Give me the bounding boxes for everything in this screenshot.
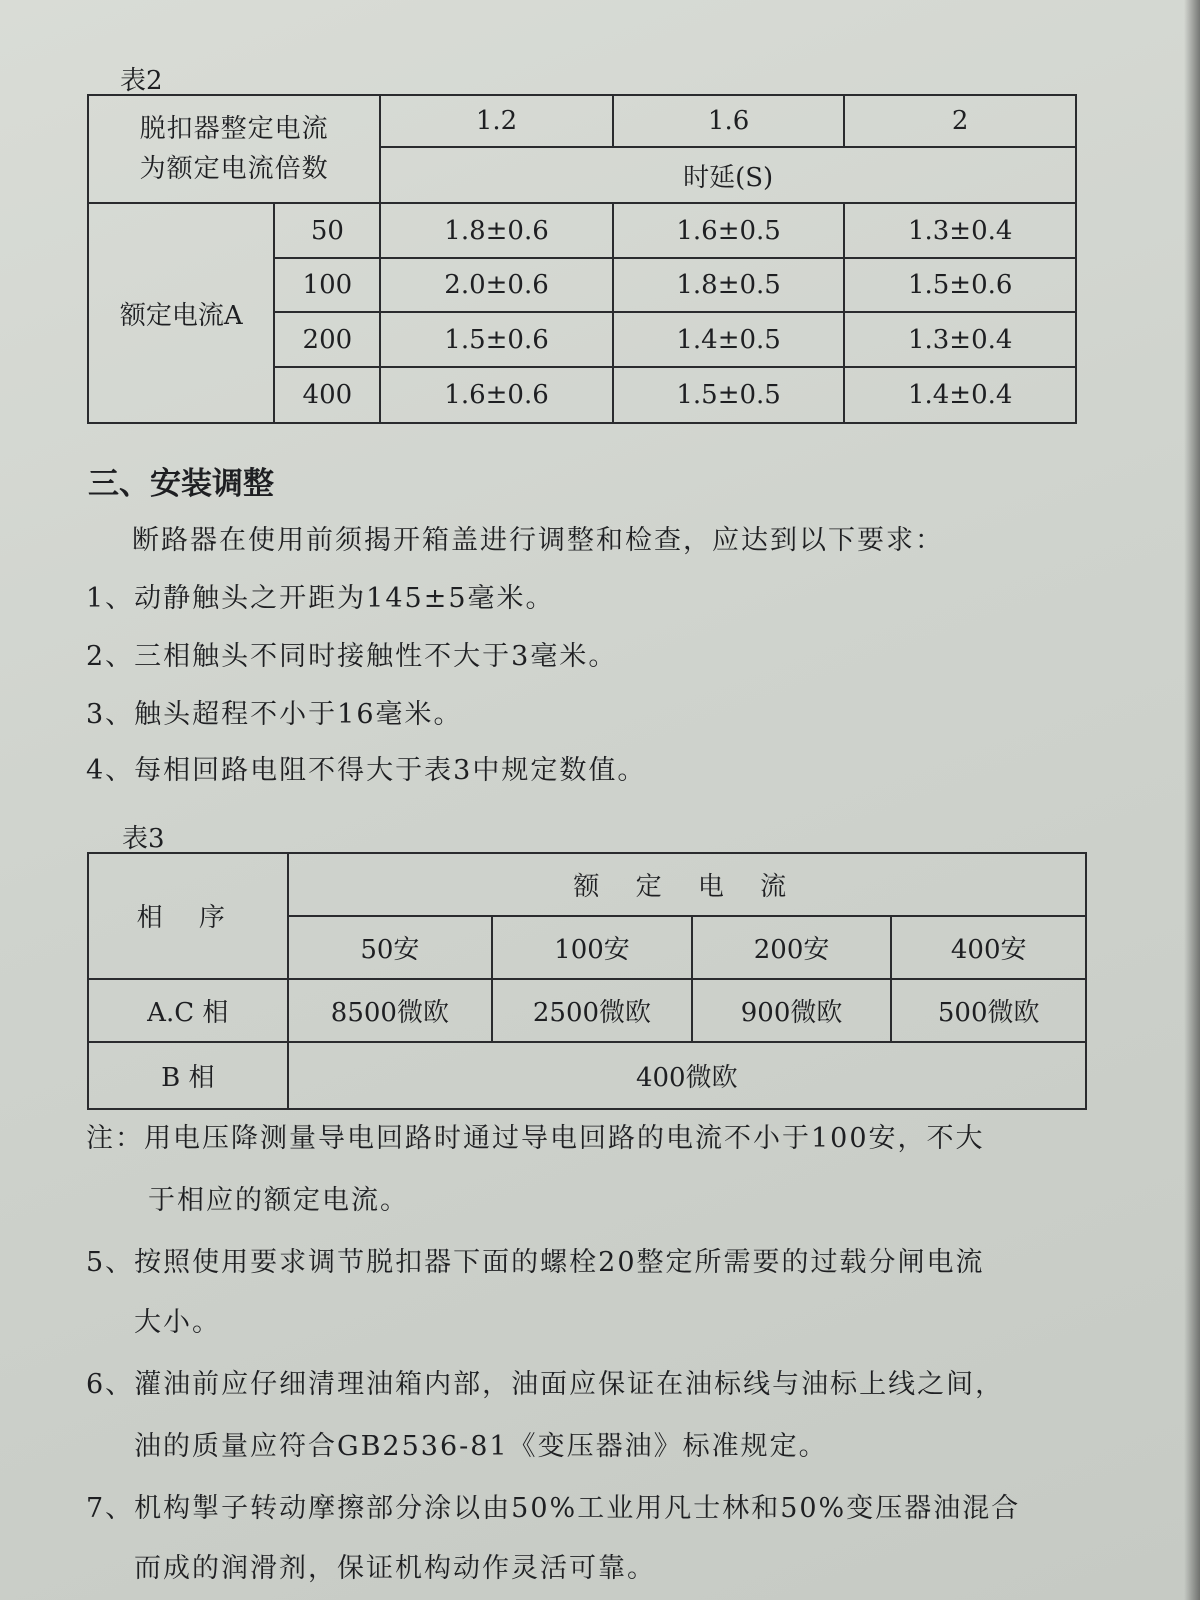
table2-cell: 1.6±0.6 [380,367,613,423]
table2-cell: 1.3±0.4 [844,312,1076,367]
table2-caption: 表2 [120,66,163,96]
table2-cell: 1.4±0.4 [844,367,1076,423]
table2-corner-line1: 脱扣器整定电流 [139,114,329,144]
table2 [87,94,1077,424]
table3-current-400: 400安 [891,916,1086,979]
table2-row-group-label: 额定电流A [88,203,274,423]
item6-line-2: 油的质量应符合GB2536-81《变压器油》标准规定。 [134,1431,828,1462]
section-heading: 三、安装调整 [88,466,274,502]
item7-line-1: 7、机构掣子转动摩擦部分涂以由50%工业用凡士林和50%变压器油混合 [86,1493,1021,1524]
table3-cell: 8500微欧 [288,979,493,1042]
table2-cell: 1.8±0.6 [380,203,613,258]
requirement-item-2: 2、三相触头不同时接触性不大于3毫米。 [86,641,618,672]
table3-cell: 900微欧 [692,979,892,1042]
table2-multiple-2: 1.6 [613,95,845,147]
section-intro: 断路器在使用前须揭开箱盖进行调整和检查，应达到以下要求： [132,525,944,556]
table2-delay-label: 时延(S) [380,147,1076,203]
table2-multiple-1: 1.2 [380,95,613,147]
table3-current-50: 50安 [288,916,493,979]
table3-ac-label: A.C 相 [88,979,288,1042]
table2-current-200: 200 [274,312,380,367]
table2-cell: 2.0±0.6 [380,258,613,312]
table2-multiple-3: 2 [844,95,1076,147]
table3-cell: 500微欧 [891,979,1086,1042]
table2-cell: 1.5±0.6 [380,312,613,367]
table2-cell: 1.5±0.5 [613,367,845,423]
table3-rated-header: 额 定 电 流 [288,853,1086,916]
table3-caption: 表3 [122,824,165,854]
item5-line-2: 大小。 [134,1307,221,1338]
table3-current-100: 100安 [492,916,692,979]
note-line-1: 注：用电压降测量导电回路时通过导电回路的电流不小于100安，不大 [86,1123,985,1154]
table2-cell: 1.5±0.6 [844,258,1076,312]
requirement-item-4: 4、每相回路电阻不得大于表3中规定数值。 [86,755,647,786]
item7-line-2: 而成的润滑剂，保证机构动作灵活可靠。 [134,1553,656,1584]
table2-cell: 1.6±0.5 [613,203,845,258]
table3-phase-header: 相 序 [88,853,288,979]
table3 [87,852,1087,1110]
table3-b-label: B 相 [88,1042,288,1109]
table3-b-value: 400微欧 [288,1042,1086,1109]
item6-line-1: 6、灌油前应仔细清理油箱内部，油面应保证在油标线与油标上线之间， [86,1369,1005,1400]
item5-line-1: 5、按照使用要求调节脱扣器下面的螺栓20整定所需要的过载分闸电流 [86,1247,985,1278]
table2-current-100: 100 [274,258,380,312]
table3-current-200: 200安 [692,916,892,979]
table2-cell: 1.4±0.5 [613,312,845,367]
table2-cell: 1.3±0.4 [844,203,1076,258]
table2-corner-line2: 为额定电流倍数 [139,154,329,184]
page-edge-shadow [1184,0,1200,1600]
table2-current-50: 50 [274,203,380,258]
table3-cell: 2500微欧 [492,979,692,1042]
table2-cell: 1.8±0.5 [613,258,845,312]
table2-corner-header [88,95,380,203]
table2-current-400: 400 [274,367,380,423]
note-line-2: 于相应的额定电流。 [148,1185,409,1216]
requirement-item-1: 1、动静触头之开距为145±5毫米。 [86,583,555,614]
requirement-item-3: 3、触头超程不小于16毫米。 [86,699,463,730]
